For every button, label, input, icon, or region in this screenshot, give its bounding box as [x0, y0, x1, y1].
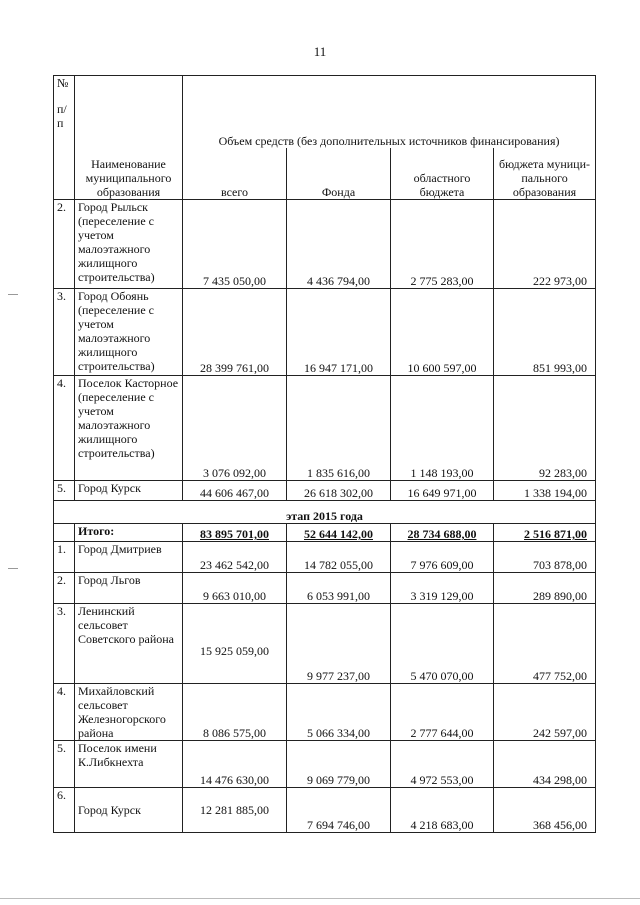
table-row: [54, 376, 596, 481]
row-num: 3.: [54, 604, 75, 684]
row-name: Город Обоянь (переселение с учетом малоэтажного жилищного строительства): [75, 289, 183, 376]
cell-total: 12 281 885,00: [183, 788, 287, 833]
row-num: 6.: [54, 788, 75, 833]
cell-regional: 3 319 129,00: [391, 573, 494, 604]
table-row: [54, 604, 596, 684]
cell-municipal: 368 456,00: [494, 788, 596, 833]
table-row: [54, 200, 596, 289]
cell-fund: 1 835 616,00: [287, 376, 391, 481]
table-row: [54, 289, 596, 376]
cell-regional: 4 218 683,00: [391, 788, 494, 833]
cell-fund: 16 947 171,00: [287, 289, 391, 376]
totals-row: [54, 524, 596, 542]
col-fund-header: Фонда: [287, 148, 391, 200]
cell-regional: 5 470 070,00: [391, 604, 494, 684]
row-num: 4.: [54, 684, 75, 741]
totals-regional: 28 734 688,00: [391, 524, 494, 542]
cell-regional: 2 775 283,00: [391, 200, 494, 289]
funding-table: [53, 75, 596, 833]
cell-total: 14 476 630,00: [183, 741, 287, 788]
cell-regional: 7 976 609,00: [391, 542, 494, 573]
col-total-header: всего: [183, 148, 287, 200]
table-row: [54, 788, 596, 833]
table-row: [54, 573, 596, 604]
cell-municipal: 92 283,00: [494, 376, 596, 481]
row-name: Город Курск: [75, 481, 183, 501]
totals-fund: 52 644 142,00: [287, 524, 391, 542]
row-num: 4.: [54, 376, 75, 481]
row-num: 1.: [54, 542, 75, 573]
cell-municipal: 434 298,00: [494, 741, 596, 788]
cell-total: 7 435 050,00: [183, 200, 287, 289]
row-name: Город Курск: [75, 788, 183, 833]
cell-fund: 9 069 779,00: [287, 741, 391, 788]
cell-total: 44 606 467,00: [183, 481, 287, 501]
scan-edge: [0, 898, 640, 899]
row-name: Город Дмитриев: [75, 542, 183, 573]
col-municipal-header: бюджета муници-пального образования: [494, 148, 596, 200]
cell-municipal: 289 890,00: [494, 573, 596, 604]
name-header: Наименование муниципального образования: [75, 76, 183, 200]
cell-regional: 16 649 971,00: [391, 481, 494, 501]
row-name: Поселок имени К.Либкнехта: [75, 741, 183, 788]
row-name: Ленинский сельсовет Советского района: [75, 604, 183, 684]
row-num: 5.: [54, 741, 75, 788]
row-name: Город Льгов: [75, 573, 183, 604]
header-row-top: [54, 76, 596, 148]
cell-fund: 7 694 746,00: [287, 788, 391, 833]
table-row: [54, 481, 596, 501]
cell-fund: 26 618 302,00: [287, 481, 391, 501]
cell-total: 3 076 092,00: [183, 376, 287, 481]
row-num: 3.: [54, 289, 75, 376]
row-num: 2.: [54, 200, 75, 289]
totals-total: 83 895 701,00: [183, 524, 287, 542]
num-header: № п/ п: [54, 76, 75, 200]
row-name: Город Рыльск (переселение с учетом малоэтажного жилищного строительства): [75, 200, 183, 289]
cell-total: 9 663 010,00: [183, 573, 287, 604]
group-header: Объем средств (без дополнительных источников финансирования): [183, 76, 596, 148]
table-row: [54, 741, 596, 788]
cell-fund: 4 436 794,00: [287, 200, 391, 289]
cell-regional: 2 777 644,00: [391, 684, 494, 741]
table-row: [54, 684, 596, 741]
cell-total: 15 925 059,00: [183, 604, 287, 684]
cell-total: 28 399 761,00: [183, 289, 287, 376]
cell-total: 8 086 575,00: [183, 684, 287, 741]
table-row: [54, 542, 596, 573]
cell-regional: 10 600 597,00: [391, 289, 494, 376]
row-num: 5.: [54, 481, 75, 501]
cell-fund: 5 066 334,00: [287, 684, 391, 741]
stage-title: этап 2015 года: [54, 501, 596, 524]
cell-municipal: 222 973,00: [494, 200, 596, 289]
totals-municipal: 2 516 871,00: [494, 524, 596, 542]
stage-row: [54, 501, 596, 524]
cell-fund: 6 053 991,00: [287, 573, 391, 604]
row-num: 2.: [54, 573, 75, 604]
row-name: Михайловский сельсовет Железногорского района: [75, 684, 183, 741]
cell-municipal: 1 338 194,00: [494, 481, 596, 501]
cell-municipal: 703 878,00: [494, 542, 596, 573]
cell-municipal: 851 993,00: [494, 289, 596, 376]
col-regional-header: областного бюджета: [391, 148, 494, 200]
cell-regional: 4 972 553,00: [391, 741, 494, 788]
totals-label: Итого:: [75, 524, 183, 542]
cell-fund: 9 977 237,00: [287, 604, 391, 684]
cell-regional: 1 148 193,00: [391, 376, 494, 481]
cell-fund: 14 782 055,00: [287, 542, 391, 573]
cell-municipal: 477 752,00: [494, 604, 596, 684]
margin-mark: [8, 568, 18, 569]
cell-municipal: 242 597,00: [494, 684, 596, 741]
cell-total: 23 462 542,00: [183, 542, 287, 573]
row-name: Поселок Касторное (переселение с учетом малоэтажного жилищного строительства): [75, 376, 183, 481]
margin-mark: [8, 294, 18, 295]
page-number: 11: [313, 44, 327, 59]
